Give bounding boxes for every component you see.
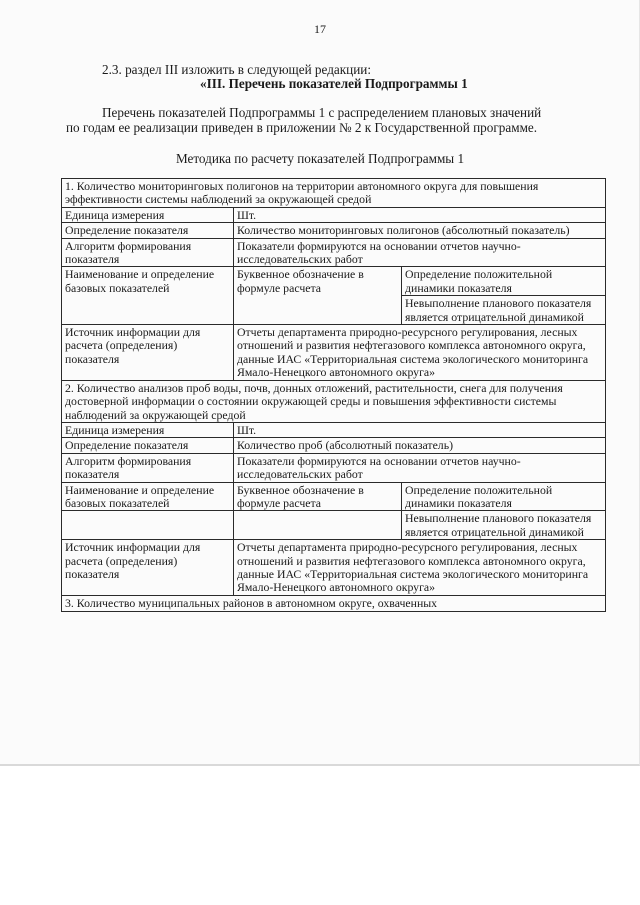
definition-value: Количество мониторинговых полигонов (абсолютный показатель) [234, 223, 606, 238]
indicator-title: 3. Количество муниципальных районов в автономном округе, охваченных [65, 596, 438, 610]
empty-cell [234, 511, 402, 540]
section-heading: «III. Перечень показателей Подпрограммы 1 [200, 76, 468, 91]
table-row [62, 238, 606, 267]
source-value: Отчеты департамента природно-ресурсного регулирования, лесных отношений и развития нефтегазового комплекса автономного округа, данные ИАС «Территориальная система экологического мониторинга Ямало-Ненецкого автономного округа» [234, 325, 606, 381]
amendment-line: 2.3. раздел III изложить в следующей редакции: [102, 62, 371, 77]
table-row [62, 223, 606, 238]
row-label: Единица измерения [62, 422, 234, 437]
indicator-title: 2. Количество анализов проб воды, почв, донных отложений, растительности, снега для получения достоверной информации о состоянии окружающей среды и повышения эффективности системы наблюдений за окружающей средой [62, 380, 606, 422]
letter-designation: Буквенное обозначение в формуле расчета [234, 267, 402, 325]
table-row [62, 422, 606, 437]
paragraph-line-1: Перечень показателей Подпрограммы 1 с распределением плановых значений [102, 105, 542, 120]
row-label: Источник информации для расчета (определения) показателя [62, 540, 234, 596]
indicator-title: 1. Количество мониторинговых полигонов на территории автономного округа для повышения эффективности системы наблюдений за окружающей средой [62, 179, 606, 208]
algorithm-value: Показатели формируются на основании отчетов научно-исследовательских работ [234, 453, 606, 482]
page-number: 17 [314, 22, 326, 36]
table-row [62, 511, 606, 540]
definition-value: Количество проб (абсолютный показатель) [234, 438, 606, 453]
letter-designation: Буквенное обозначение в формуле расчета [234, 482, 402, 511]
methodology-table [61, 178, 606, 612]
negative-dynamics: Невыполнение планового показателя является отрицательной динамикой [402, 511, 606, 540]
unit-value: Шт. [234, 422, 606, 437]
row-label: Определение показателя [62, 223, 234, 238]
table-title: Методика по расчету показателей Подпрограммы 1 [175, 151, 465, 166]
table-row [62, 325, 606, 381]
empty-cell [62, 511, 234, 540]
row-label: Определение показателя [62, 438, 234, 453]
table-row [62, 595, 606, 611]
unit-value: Шт. [234, 207, 606, 222]
table-row [62, 438, 606, 453]
indicator-title-cell [62, 595, 606, 611]
row-label: Наименование и определение базовых показателей [62, 482, 234, 511]
table-row [62, 380, 606, 422]
negative-dynamics: Невыполнение планового показателя является отрицательной динамикой [402, 296, 606, 325]
source-value: Отчеты департамента природно-ресурсного регулирования, лесных отношений и развития нефтегазового комплекса автономного округа, данные ИАС «Территориальная система экологического мониторинга Ямало-Ненецкого автономного округа» [234, 540, 606, 596]
row-label: Единица измерения [62, 207, 234, 222]
row-label: Источник информации для расчета (определения) показателя [62, 325, 234, 381]
positive-dynamics: Определение положительной динамики показателя [402, 267, 606, 296]
table-row [62, 482, 606, 511]
table-row [62, 267, 606, 296]
table-row [62, 540, 606, 596]
row-label: Наименование и определение базовых показателей [62, 267, 234, 325]
table-row [62, 179, 606, 208]
row-label: Алгоритм формирования показателя [62, 453, 234, 482]
positive-dynamics: Определение положительной динамики показателя [402, 482, 606, 511]
paragraph-line-2: по годам ее реализации приведен в приложении № 2 к Государственной программе. [66, 120, 538, 135]
row-label: Алгоритм формирования показателя [62, 238, 234, 267]
table-row [62, 453, 606, 482]
algorithm-value: Показатели формируются на основании отчетов научно-исследовательских работ [234, 238, 606, 267]
table-row [62, 207, 606, 222]
